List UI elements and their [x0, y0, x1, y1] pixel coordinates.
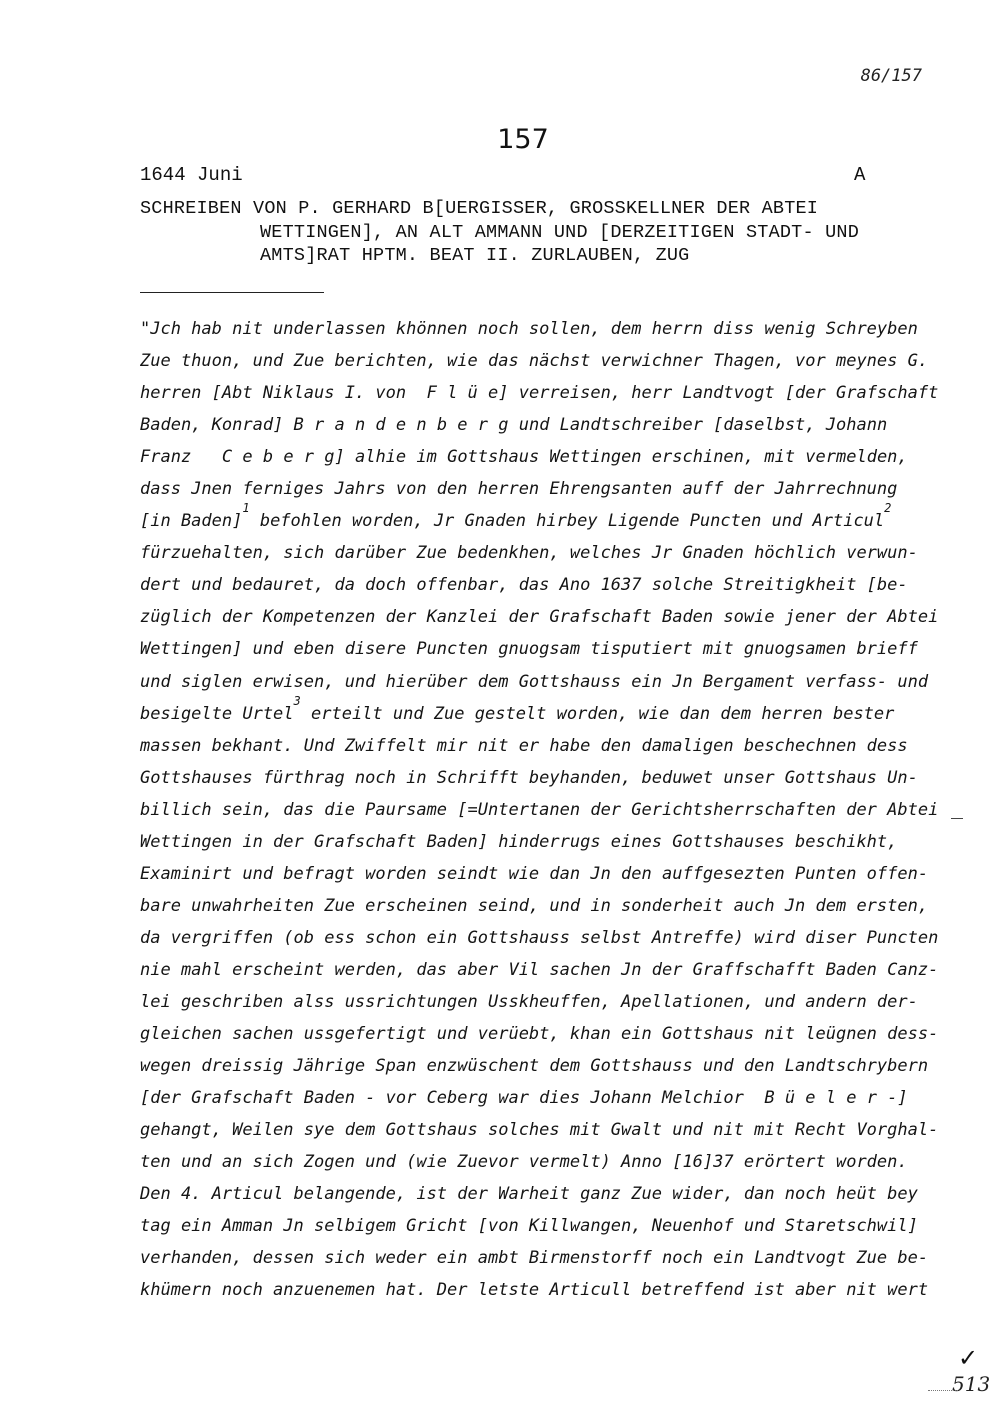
body-line: Wettingen] und eben disere Puncten gnuogsam tisputiert mit gnuogsamen brieff: [140, 639, 918, 660]
body-line: "Jch hab nit underlassen khönnen noch sollen, dem herrn diss wenig Schreyben: [140, 319, 918, 339]
body-line: tag ein Amman Jn selbigem Gricht [von Killwangen, Neuenhof und Staretschwil]: [140, 1216, 918, 1237]
body-line: da vergriffen (ob ess schon ein Gottshauss selbst Antreffe) wird diser Puncten: [140, 927, 939, 948]
body-line: und siglen erwisen, und hierüber dem Gottshauss ein Jn Bergament verfass- und: [140, 671, 929, 692]
footnote-mark: 1: [242, 501, 250, 516]
body-text: besigelte Urtel: [140, 703, 294, 724]
body-line: dass Jnen ferniges Jahrs von den herren Ehrengsanten auff der Jahrrechnung: [140, 479, 898, 500]
body-line: Examinirt und befragt worden seindt wie dan Jn den auffgesezten Punten offen-: [140, 863, 929, 884]
body-text: [in Baden]: [140, 511, 243, 532]
body-line: lei geschriben alss ussrichtungen Usskheuffen, Apellationen, und andern der-: [140, 991, 918, 1012]
body-text: Franz: [140, 447, 192, 468]
body-line: dert und bedauret, da doch offenbar, das Ano 1637 solche Streitigkheit [be-: [140, 575, 908, 596]
body-line: billich sein, das die Paursame [=Untertanen der Gerichtsherrschaften der Abtei: [140, 799, 939, 820]
document-heading: [140, 197, 910, 268]
body-line: fürzuehalten, sich darüber Zue bedenkhen, welches Jr Gnaden höchlich verwun-: [140, 543, 918, 564]
body-line: khümern noch anzuenemen hat. Der letste Articull betreffend ist aber nit wert: [140, 1280, 929, 1301]
document-number: 157: [497, 124, 549, 155]
handwritten-page-number: 513: [952, 1372, 991, 1396]
body-line: wegen dreissig Jährige Span enzwüschent dem Gottshauss und den Landtschrybern: [140, 1056, 929, 1077]
heading-line: WETTINGEN], AN ALT AMMANN UND [DERZEITIGEN STADT- UND: [260, 221, 859, 243]
transcription-body: [140, 313, 940, 1306]
spaced-name-brandenberg: B r a n d e n b e r g: [293, 415, 509, 436]
footnote-mark: 3: [293, 693, 301, 708]
body-line: Den 4. Articul belangende, ist der Warheit ganz Zue wider, dan noch heüt bey: [140, 1184, 918, 1205]
body-line: [140, 441, 940, 473]
body-text: verreisen, herr Landtvogt [der Grafschaft: [508, 383, 939, 404]
body-text: Baden, Konrad]: [140, 415, 284, 436]
body-line: Zue thuon, und Zue berichten, wie das nächst verwichner Thagen, vor meynes G.: [140, 351, 929, 372]
page-reference: 86/157: [860, 66, 922, 86]
body-text: befohlen worden, Jr Gnaden hirbey Ligende Puncten und Articul: [249, 511, 885, 532]
document-date: 1644 Juni: [140, 164, 243, 186]
body-line: bare unwahrheiten Zue erscheinen seind, und in sonderheit auch Jn dem ersten,: [140, 895, 929, 916]
body-line: [140, 693, 940, 730]
body-line: verhanden, dessen sich weder ein ambt Birmenstorff noch ein Landtvogt Zue be-: [140, 1248, 929, 1269]
body-line: nie mahl erscheint werden, das aber Vil sachen Jn der Graffschafft Baden Canz-: [140, 959, 939, 980]
body-line: [140, 1082, 940, 1114]
body-text: [der Grafschaft Baden - vor Ceberg war dies Johann Melchior: [140, 1088, 744, 1109]
body-line: Gottshauses fürthrag noch in Schrifft beyhanden, beduwet unser Gottshaus Un-: [140, 767, 918, 788]
body-line: [140, 377, 940, 409]
body-text: alhie im Gottshaus Wettingen erschinen, mit vermelden,: [344, 447, 908, 468]
body-line: züglich der Kompetenzen der Kanzlei der Grafschaft Baden sowie jener der Abtei: [140, 607, 939, 628]
heading-rule: [140, 292, 324, 293]
margin-dots: [928, 1390, 958, 1391]
body-text: erteilt und Zue gestelt worden, wie dan dem herren bester: [300, 703, 895, 724]
margin-dash: [951, 818, 963, 819]
body-line: [140, 409, 940, 441]
spaced-name-flue: F l ü e]: [426, 383, 509, 404]
body-line: ten und an sich Zogen und (wie Zuevor vermelt) Anno [16]37 erörtert worden.: [140, 1152, 908, 1173]
spaced-name-bueler: B ü e l e r -]: [764, 1088, 908, 1109]
body-line: gehangt, Weilen sye dem Gottshaus solches mit Gwalt und nit mit Recht Vorghal-: [140, 1120, 939, 1141]
footnote-mark: 2: [884, 501, 892, 516]
body-line: [140, 501, 940, 537]
body-line: massen bekhant. Und Zwiffelt mir nit er habe den damaligen beschechnen dess: [140, 735, 908, 756]
body-line: Wettingen in der Grafschaft Baden] hinderrugs eines Gottshauses beschikht,: [140, 831, 898, 852]
heading-line: AMTS]RAT HPTM. BEAT II. ZURLAUBEN, ZUG: [260, 245, 690, 266]
body-text: herren [Abt Niklaus I. von: [140, 383, 407, 404]
heading-line: SCHREIBEN VON P. GERHARD B[UERGISSER, GROSSKELLNER DER ABTEI: [140, 198, 819, 219]
document-type-mark: A: [854, 164, 866, 186]
body-text: und Landtschreiber [daselbst, Johann: [508, 415, 888, 436]
body-line: gleichen sachen ussgefertigt und verüebt, khan ein Gottshaus nit leügnen dess-: [140, 1024, 939, 1045]
check-mark-icon: ✓: [958, 1344, 979, 1372]
spaced-name-ceberg: C e b e r g]: [221, 447, 345, 468]
